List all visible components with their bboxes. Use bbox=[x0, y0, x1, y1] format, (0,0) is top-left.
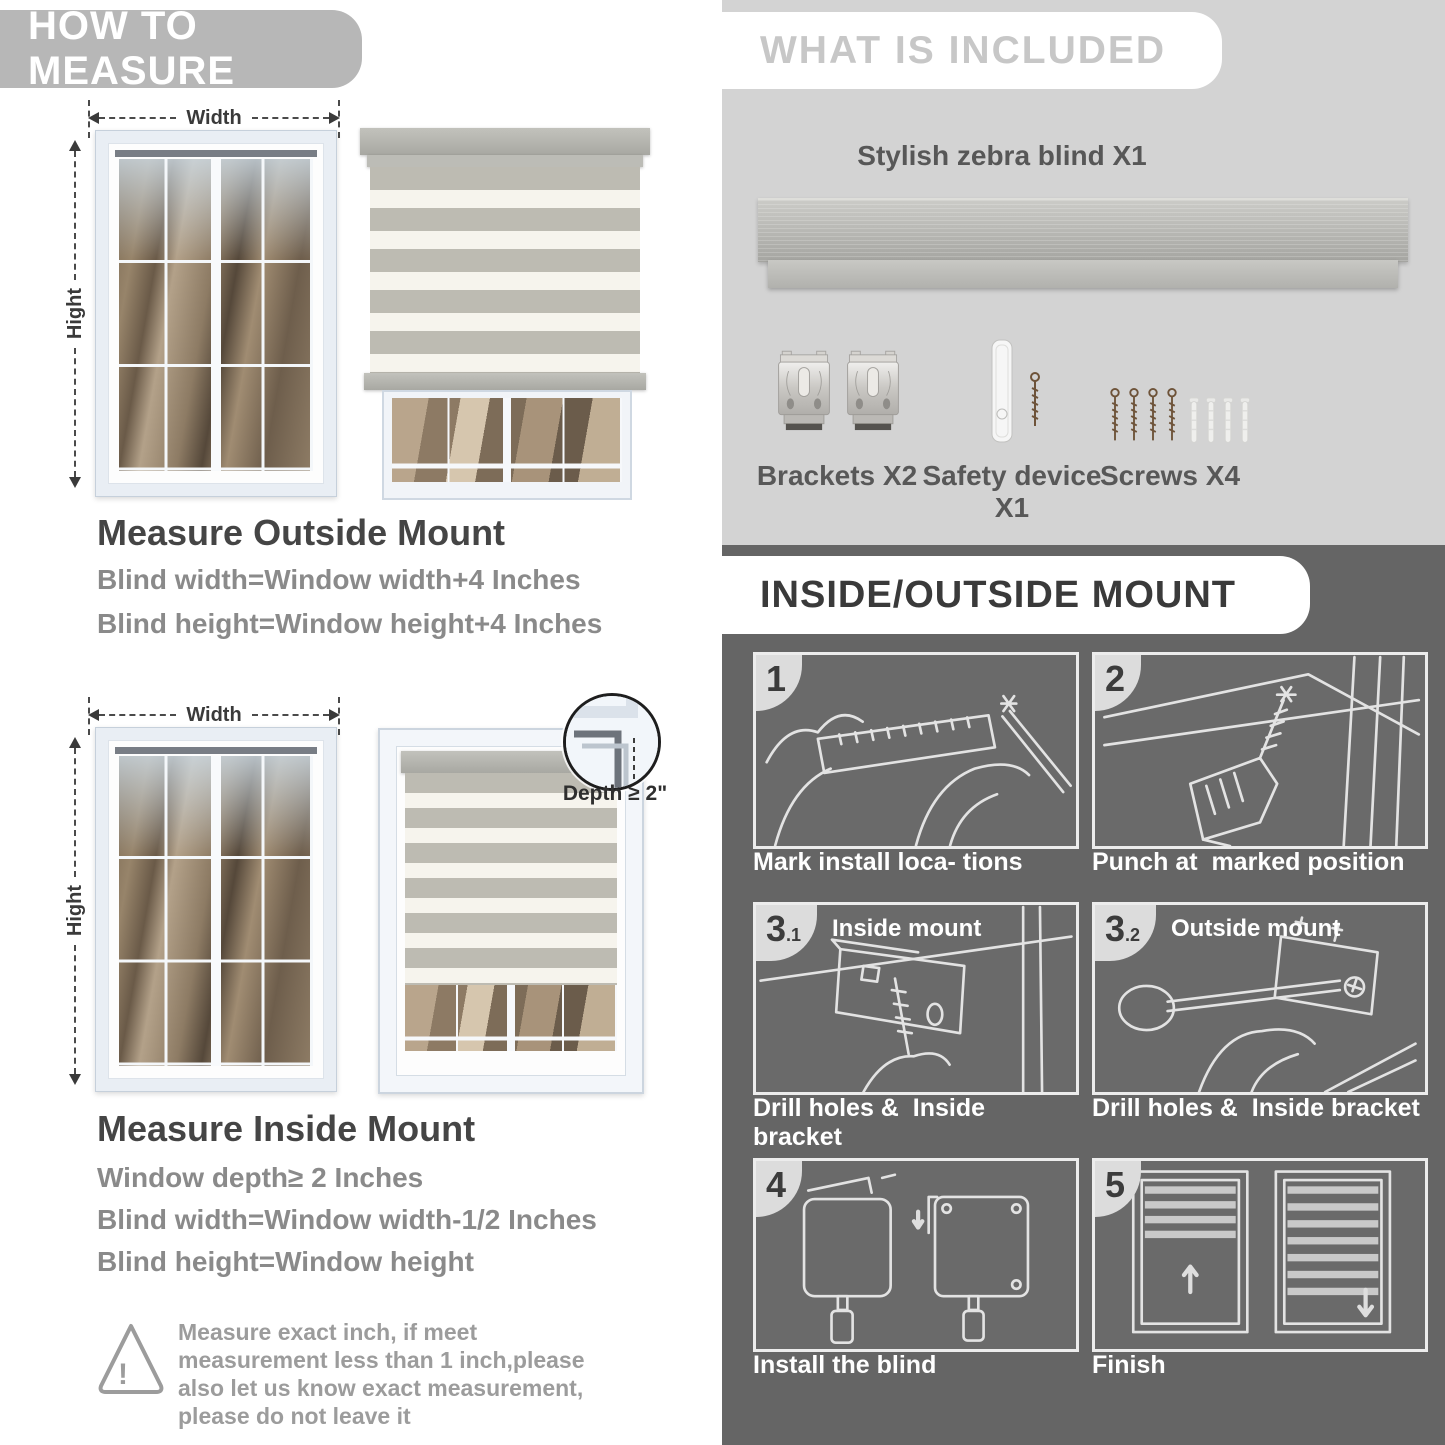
inside-mount-title: Measure Inside Mount bbox=[97, 1108, 476, 1149]
step-3-1-title: Inside mount bbox=[832, 915, 982, 942]
step-number-badge: 3.2 bbox=[1095, 905, 1156, 961]
warning-exclamation: ! bbox=[118, 1358, 128, 1391]
wall-anchor-icon bbox=[1222, 396, 1234, 448]
step-5-illustration bbox=[1095, 1161, 1425, 1349]
width-dimension-inside bbox=[88, 705, 340, 725]
step-number-badge: 2 bbox=[1095, 655, 1141, 711]
step-number-badge: 1 bbox=[756, 655, 802, 711]
screw-icon bbox=[1127, 388, 1141, 446]
wall-anchor-icon bbox=[1239, 396, 1251, 448]
what-is-included-section bbox=[722, 0, 1445, 545]
bracket-icon bbox=[844, 346, 902, 438]
wall-anchor-icon bbox=[1188, 396, 1200, 448]
step-2-caption: Punch at marked position bbox=[1092, 848, 1405, 876]
warning-triangle-icon bbox=[95, 1320, 167, 1398]
hight-label: Hight bbox=[63, 885, 86, 937]
zebra-blind-outside bbox=[360, 128, 650, 498]
wall-anchor-icon bbox=[1205, 396, 1217, 448]
width-dimension-outside bbox=[88, 108, 340, 128]
step-1-caption: Mark install loca- tions bbox=[753, 848, 1023, 876]
blind-headrail-lip bbox=[768, 260, 1398, 288]
outside-mount-title: Measure Outside Mount bbox=[97, 512, 506, 553]
screw-icon bbox=[1165, 388, 1179, 446]
what-is-included-header bbox=[722, 12, 1222, 89]
step-panel-1 bbox=[753, 652, 1079, 849]
safety-device-icon bbox=[988, 338, 1018, 448]
brackets-label: Brackets X2 bbox=[756, 460, 918, 491]
window-under-blind bbox=[382, 390, 632, 500]
arrow-up-icon bbox=[69, 140, 81, 151]
step-number-badge: 5 bbox=[1095, 1161, 1141, 1217]
dimension-tick bbox=[88, 697, 90, 735]
depth-label: Depth ≥ 2" bbox=[562, 782, 668, 805]
screw-icon bbox=[1108, 388, 1122, 446]
inside-mount-line-2: Blind width=Window width-1/2 Inches bbox=[97, 1204, 597, 1235]
blind-cassette-lip bbox=[367, 155, 643, 167]
dimension-tick bbox=[338, 697, 340, 735]
step-3-1-caption: Drill holes & Inside bracket bbox=[753, 1094, 992, 1151]
window-top-rail bbox=[115, 150, 317, 157]
width-label: Width bbox=[186, 106, 242, 129]
depth-magnifier bbox=[563, 693, 661, 791]
arrow-down-icon bbox=[69, 1074, 81, 1085]
inside-mount-line-3: Blind height=Window height bbox=[97, 1246, 474, 1277]
step-panel-3-2 bbox=[1092, 902, 1428, 1095]
hight-label: Hight bbox=[63, 288, 86, 340]
dimension-tick bbox=[88, 100, 90, 138]
outside-mount-line-2: Blind height=Window height+4 Inches bbox=[97, 608, 603, 639]
arrow-up-icon bbox=[69, 737, 81, 748]
blind-bottom-rail bbox=[364, 373, 646, 390]
step-2-illustration bbox=[1095, 655, 1425, 846]
window-mullions bbox=[119, 756, 313, 1066]
screws-label: Screws X4 bbox=[1099, 460, 1241, 491]
height-dimension-outside bbox=[64, 140, 86, 488]
window-mullions bbox=[119, 159, 313, 471]
screw-icon bbox=[1146, 388, 1160, 446]
window-top-rail bbox=[115, 747, 317, 754]
width-label: Width bbox=[186, 703, 242, 726]
mount-header bbox=[722, 556, 1310, 634]
blind-cassette bbox=[360, 128, 650, 155]
window-corner-zoom bbox=[566, 696, 658, 788]
step-3-2-title: Outside mount bbox=[1171, 915, 1341, 942]
window-under-blind bbox=[405, 985, 617, 1051]
height-dimension-inside bbox=[64, 737, 86, 1085]
blind-headrail-image bbox=[758, 198, 1408, 262]
step-5-caption: Finish bbox=[1092, 1351, 1166, 1379]
mount-section bbox=[722, 545, 1445, 1445]
bracket-icon bbox=[775, 346, 833, 438]
step-1-illustration bbox=[756, 655, 1076, 846]
step-panel-3-1 bbox=[753, 902, 1079, 1095]
window-glass bbox=[119, 159, 313, 471]
step-4-illustration bbox=[756, 1161, 1076, 1349]
step-panel-4 bbox=[753, 1158, 1079, 1352]
arrow-down-icon bbox=[69, 477, 81, 488]
warning-text: Measure exact inch, if meet measurement less than 1 inch,please also let us know exact measurement, please do not leave it bbox=[178, 1319, 585, 1429]
outside-mount-line-1: Blind width=Window width+4 Inches bbox=[97, 564, 581, 595]
product-label: Stylish zebra blind X1 bbox=[857, 140, 1147, 171]
step-3-2-caption: Drill holes & Inside bracket bbox=[1092, 1094, 1420, 1122]
dimension-tick bbox=[338, 100, 340, 138]
step-number-badge: 4 bbox=[756, 1161, 802, 1217]
window-photo-outside bbox=[95, 130, 337, 497]
mount-header-label: INSIDE/OUTSIDE MOUNT bbox=[760, 573, 1237, 616]
what-is-included-label: WHAT IS INCLUDED bbox=[760, 28, 1167, 72]
how-to-measure-header bbox=[0, 4, 362, 93]
step-number-badge: 3.1 bbox=[756, 905, 817, 961]
step-panel-2 bbox=[1092, 652, 1428, 849]
how-to-measure-label: HOW TO MEASURE bbox=[28, 4, 236, 93]
window-glass bbox=[119, 756, 313, 1066]
safety-device-label: Safety device X1 bbox=[922, 460, 1102, 523]
blind-stripes bbox=[370, 167, 640, 373]
inside-mount-line-1: Window depth≥ 2 Inches bbox=[97, 1162, 424, 1193]
window-photo-inside bbox=[95, 727, 337, 1092]
step-4-caption: Install the blind bbox=[753, 1351, 937, 1379]
step-panel-5 bbox=[1092, 1158, 1428, 1352]
screw-icon bbox=[1028, 372, 1042, 434]
